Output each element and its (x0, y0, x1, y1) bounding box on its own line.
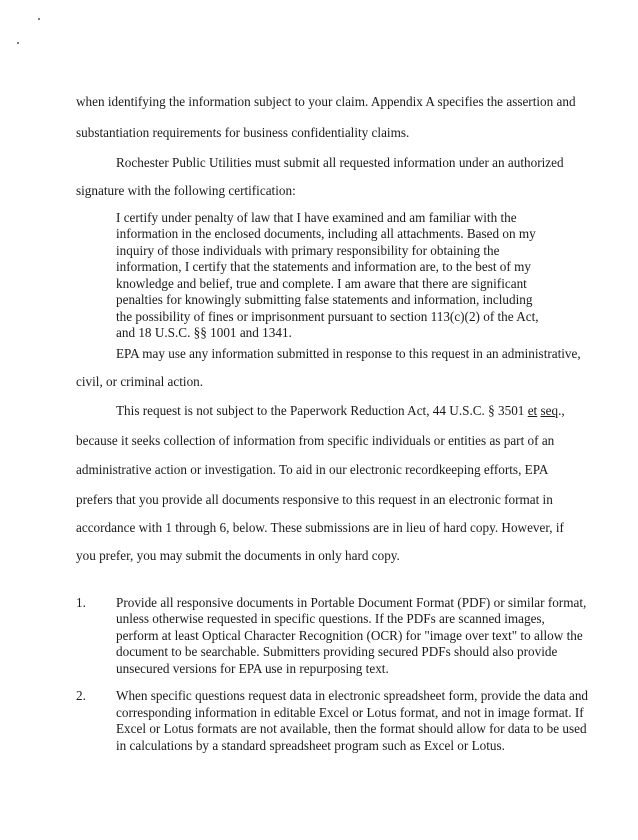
text-line: when identifying the information subject to your claim. Appendix A specifies the assertion and (76, 94, 576, 109)
text-line: accordance with 1 through 6, below. These submissions are in lieu of hard copy. However, if (76, 520, 564, 535)
text-line: Rochester Public Utilities must submit all requested information under an authorized (116, 155, 564, 170)
text-segment: ., (558, 403, 565, 418)
text-line: administrative action or investigation. To aid in our electronic recordkeeping efforts, EPA (76, 462, 549, 477)
text-line: unsecured versions for EPA use in repurposing text. (116, 661, 389, 676)
et-seq-et: et (527, 403, 538, 418)
text-line: document to be searchable. Submitters providing secured PDFs should also provide (116, 644, 558, 659)
text-line: unless otherwise requested in specific questions. If the PDFs are scanned images, (116, 611, 545, 626)
text-line: perform at least Optical Character Recognition (OCR) for "image over text" to allow the (116, 628, 583, 643)
list-number: 1. (76, 595, 86, 610)
scan-speck (17, 42, 19, 44)
text-line: corresponding information in editable Excel or Lotus format, and not in image format. If (116, 705, 584, 720)
text-line: the possibility of fines or imprisonment pursuant to section 113(c)(2) of the Act, (116, 309, 539, 324)
scan-speck (38, 18, 40, 20)
text-line: and 18 U.S.C. §§ 1001 and 1341. (116, 325, 292, 340)
text-line: When specific questions request data in electronic spreadsheet form, provide the data and (116, 688, 589, 703)
list-number: 2. (76, 688, 86, 703)
text-line: prefers that you provide all documents responsive to this request in an electronic format in (76, 492, 553, 507)
text-segment: This request is not subject to the Paperwork Reduction Act, 44 U.S.C. § 3501 (116, 403, 528, 418)
text-line: signature with the following certification: (76, 183, 296, 198)
text-line: penalties for knowingly submitting false statements and information, including (116, 292, 533, 307)
text-line: EPA may use any information submitted in response to this request in an administrative, (116, 346, 581, 361)
text-line: inquiry of those individuals with primary responsibility for obtaining the (116, 243, 500, 258)
text-line (116, 404, 565, 417)
text-line: knowledge and belief, true and complete. I am aware that there are significant (116, 276, 527, 291)
text-line: you prefer, you may submit the documents in only hard copy. (76, 548, 400, 563)
et-seq-seq: seq (540, 403, 559, 418)
text-line: I certify under penalty of law that I have examined and am familiar with the (116, 210, 517, 225)
text-line: civil, or criminal action. (76, 374, 204, 389)
text-line: information, I certify that the statements and information are, to the best of my (116, 259, 531, 274)
text-line: Excel or Lotus formats are not available, then the format should allow for data to be used (116, 721, 587, 736)
text-line: because it seeks collection of information from specific individuals or entities as part of an (76, 433, 555, 448)
text-line: substantiation requirements for business confidentiality claims. (76, 125, 410, 140)
text-line: Provide all responsive documents in Portable Document Format (PDF) or similar format, (116, 595, 587, 610)
text-line: in calculations by a standard spreadsheet program such as Excel or Lotus. (116, 738, 505, 753)
text-line: information in the enclosed documents, including all attachments. Based on my (116, 226, 536, 241)
